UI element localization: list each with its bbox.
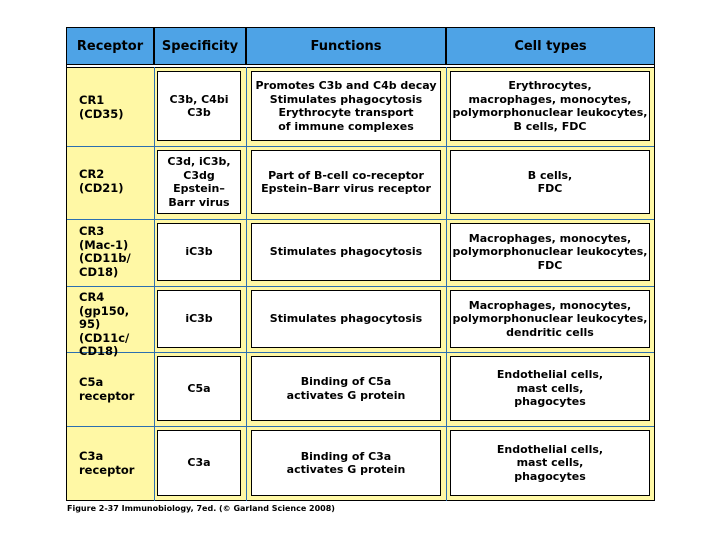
- column-divider: [154, 67, 155, 501]
- receptor-name: CR1 (CD35): [79, 93, 124, 121]
- functions-cell: Promotes C3b and C4b decay Stimulates phagocytosis Erythrocyte transport of immune complexes: [251, 71, 441, 141]
- row-divider: [67, 146, 654, 147]
- header-functions: Functions: [246, 27, 446, 65]
- functions-cell: Stimulates phagocytosis: [251, 223, 441, 281]
- row-divider: [67, 352, 654, 353]
- receptor-name: CR2 (CD21): [79, 167, 124, 195]
- header-receptor: Receptor: [66, 27, 154, 65]
- specificity-cell: C3b, C4bi C3b: [157, 71, 241, 141]
- receptor-name: CR4 (gp150, 95) (CD11c/ CD18): [79, 290, 130, 358]
- cell-types-cell: Erythrocytes, macrophages, monocytes, polymorphonuclear leukocytes, B cells, FDC: [450, 71, 650, 141]
- row-divider: [67, 426, 654, 427]
- cell-types-cell: Endothelial cells, mast cells, phagocytes: [450, 356, 650, 421]
- specificity-cell: C5a: [157, 356, 241, 421]
- functions-cell: Binding of C5a activates G protein: [251, 356, 441, 421]
- receptor-name: CR3 (Mac-1) (CD11b/ CD18): [79, 224, 131, 279]
- cell-types-cell: B cells, FDC: [450, 150, 650, 214]
- receptor-name: C5a receptor: [79, 375, 135, 403]
- functions-cell: Part of B-cell co-receptor Epstein–Barr virus receptor: [251, 150, 441, 214]
- receptor-name: C3a receptor: [79, 449, 135, 477]
- specificity-cell: C3d, iC3b, C3dg Epstein– Barr virus: [157, 150, 241, 214]
- column-divider: [446, 67, 447, 501]
- cell-types-cell: Macrophages, monocytes, polymorphonuclear leukocytes, dendritic cells: [450, 290, 650, 348]
- specificity-cell: iC3b: [157, 223, 241, 281]
- row-divider: [67, 219, 654, 220]
- specificity-cell: iC3b: [157, 290, 241, 348]
- functions-cell: Binding of C3a activates G protein: [251, 430, 441, 496]
- functions-cell: Stimulates phagocytosis: [251, 290, 441, 348]
- header-specificity: Specificity: [154, 27, 246, 65]
- figure-caption: Figure 2-37 Immunobiology, 7ed. (© Garland Science 2008): [67, 504, 335, 513]
- specificity-cell: C3a: [157, 430, 241, 496]
- column-divider: [246, 67, 247, 501]
- row-divider: [67, 286, 654, 287]
- cell-types-cell: Endothelial cells, mast cells, phagocytes: [450, 430, 650, 496]
- header-cell-types: Cell types: [446, 27, 655, 65]
- cell-types-cell: Macrophages, monocytes, polymorphonuclear leukocytes, FDC: [450, 223, 650, 281]
